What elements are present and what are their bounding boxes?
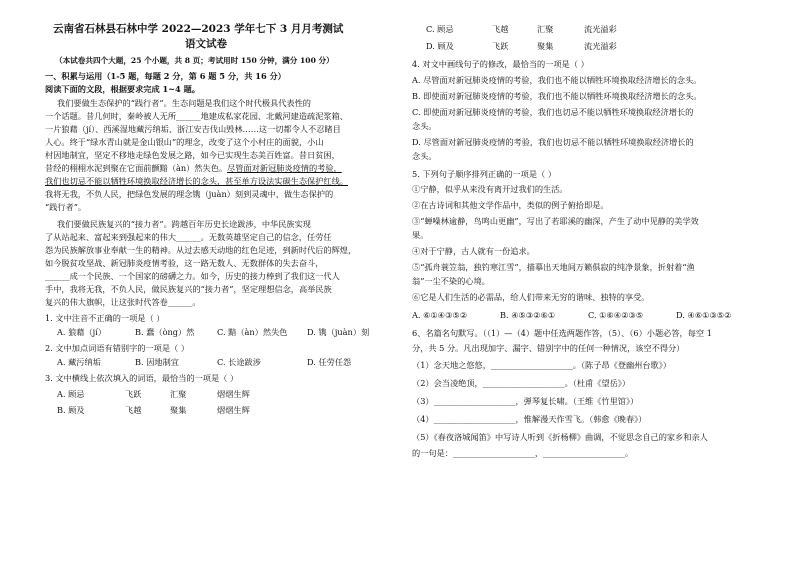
- q2-option-b: B. 因地制宜: [135, 357, 179, 367]
- q4-option-b: B. 即使面对新冠肺炎疫情的考验，我们也不能以牺牲环境换取经济增长的念头。: [412, 91, 702, 101]
- passage-line: 复兴的伟大旗帜，让这张时代答卷______。: [45, 297, 201, 307]
- question-3: 3. 文中横线上依次填入的词语，最恰当的一项是（ ）: [45, 373, 239, 383]
- q3-option-d-2: 飞跃: [492, 41, 509, 51]
- q5-option-c: C. ①⑥④②③⑤: [588, 310, 644, 320]
- passage-line: 我们也切忌不能以牺牲环境换取经济增长的念头，甚至单方设法实碳生态保护红线。: [45, 176, 348, 186]
- passage-line: 手中，我将无我，不负人民，做民族复兴的“接力者”，坚定理想信念，高举民族: [45, 284, 332, 294]
- passage-line: “践行者”。: [45, 202, 87, 212]
- question-5: 5. 下列句子顺序排列正确的一项是（ ）: [412, 169, 557, 179]
- q3-option-b-1: B. 顾及: [57, 405, 85, 415]
- question-4: 4. 对文中画线句子的修改，最恰当的一项是（ ）: [412, 59, 589, 69]
- passage-line: 一个话题。昔几何时，秦岭被人无所______地建成私家花园、北戴河建造疏泥浆箱、: [45, 111, 348, 121]
- question-6-cont: 分，共 5 分。凡出现加字、漏字、错别字中的任何一种情况，该空不得分）: [412, 343, 685, 353]
- q3-option-d-4: 流光溢彩: [584, 41, 617, 51]
- question-6: 6、名篇名句默写。（（1）—（4）题中任选两题作答，（5）、（6）小题必答，每空 1: [412, 328, 712, 338]
- passage-line: 我将无我，不负人民，把绿色发展的理念镌（juàn）刻到灵魂中，做生态保护的: [45, 189, 334, 199]
- q5-item: ②在古诗词和其他文学作品中，类似的例子俯拾即是。: [412, 200, 609, 210]
- instruction: 阅读下面的文段，根据要求完成 1~4 题。: [45, 84, 200, 94]
- passage-line: 我们要做民族复兴的“接力者”。跨越百年历史长途跋涉，中华民族实现: [57, 219, 311, 229]
- q6-item: （4）____________________，惟解漫天作雪飞。（韩愈《晚春》）: [412, 414, 647, 424]
- q4-option-c-cont: 念头。: [412, 121, 437, 131]
- passage-line: 人心。终于“绿水青山就是金山银山”的理念，改变了这个小村庄的面貌，小山: [45, 137, 324, 147]
- q3-option-a-1: A. 顾忌: [57, 389, 85, 399]
- q3-option-c-1: C. 顾忌: [426, 24, 454, 34]
- q6-item: （5）《春夜洛城闻笛》中写诗人听到《折杨柳》曲调，不觉思念自己的家乡和亲人: [412, 432, 708, 442]
- exam-meta: （本试卷共四个大题，25 个小题，共 8 页；考试用时 150 分钟，满分 100 分）: [55, 56, 334, 65]
- q4-option-c: C. 即使面对新冠肺炎疫情的考验，我们也切忌不能以牺牲环境换取经济增长的: [412, 107, 694, 117]
- q3-option-c-4: 流光溢彩: [584, 24, 617, 34]
- q1-option-a: A. 狼藉（jí）: [57, 327, 107, 337]
- q3-option-b-2: 飞越: [125, 405, 142, 415]
- q6-item-cont: 的一句是：____________________，____________________。: [412, 448, 634, 458]
- q4-option-d-cont: 念头。: [412, 151, 437, 161]
- passage-line: 一片狼藉（jí）、西溪湿地藏污纳垢、浙江安吉伐山毁林……这一切都令人不忍睹目: [45, 124, 341, 134]
- q1-option-b: B. 蠢（òng）然: [135, 327, 195, 337]
- q5-option-d: D. ④⑥①③⑤②: [676, 310, 732, 320]
- q3-option-a-2: 飞跃: [125, 389, 142, 399]
- q3-option-d-3: 聚集: [537, 41, 554, 51]
- q3-option-a-4: 熠熠生辉: [217, 389, 250, 399]
- passage-line: 村因地制宜，坚定不移地走绿色发展之路，如今已实现生态美百姓富。昔日贫困，: [45, 150, 340, 160]
- q5-item: ①宁静，似乎从来没有离开过我们的生活。: [412, 184, 568, 194]
- q2-option-c: C. 长途跋涉: [217, 357, 261, 367]
- q1-option-d: D. 镌（juàn）刻: [307, 327, 370, 337]
- q1-option-c: C. 黯（àn）然失色: [217, 327, 288, 337]
- q4-option-a: A. 尽管面对新冠肺炎疫情的考验，我们也不能以牺牲环境换取经济增长的念头。: [412, 75, 702, 85]
- exam-subtitle: 语文试卷: [185, 38, 227, 50]
- underlined-sentence: 尽管面对新冠肺炎疫情的考验，: [227, 163, 342, 173]
- q3-option-c-2: 飞越: [492, 24, 509, 34]
- passage-line: 怨为民族解放事业奉献一生的精神。从过去感天动地的红色足迹，到新时代后的辉煌，: [45, 245, 357, 255]
- section-heading: 一、积累与运用（1-5 题，每题 2 分，第 6 题 5 分，共 16 分）: [45, 71, 286, 81]
- q2-option-d: D. 任劳任怨: [307, 357, 352, 367]
- q5-option-a: A. ⑥①④③⑤②: [412, 310, 468, 320]
- q3-option-d-1: D. 顾及: [426, 41, 454, 51]
- q3-option-a-3: 汇聚: [170, 389, 187, 399]
- q6-item: （2）会当凌绝顶，____________________。（杜甫《望岳》）: [412, 378, 631, 388]
- q3-option-b-4: 熠熠生辉: [217, 405, 250, 415]
- q6-item: （3）____________________，弹琴复长啸。（王维《竹里馆》）: [412, 396, 639, 406]
- q5-item: ⑤“孤舟蓑笠翁，独钓寒江雪”，描摹出天地间万籁俱寂的纯净景象，折射着“渔: [412, 262, 695, 272]
- passage-line: 如今脱贫攻坚战、新冠肺炎疫情考验，这一路无数人、无数群体的失去奋斗，: [45, 258, 324, 268]
- q6-item: （1）念天地之悠悠，____________________。（陈子昂《登幽州台歌》）: [412, 360, 672, 370]
- q5-item: ④对于宁静，古人就有一份追求。: [412, 246, 535, 256]
- passage-line: 我们要做生态保护的“践行者”。生态问题是我们这个时代极具代表性的: [57, 98, 311, 108]
- exam-title: 云南省石林县石林中学 2022—2023 学年七下 3 月月考测试: [53, 23, 344, 35]
- question-2: 2. 文中加点词语有错别字的一项是（ ）: [45, 343, 190, 353]
- q5-item: 果。: [412, 230, 429, 240]
- passage-line: ______成一个民族、一个国家的磅礴之力。如今，历史的接力棒到了我们这一代人: [45, 271, 340, 281]
- passage-line: 昔经的栩栩水泥到聚在它面前颤黯（àn）然失色。尽管面对新冠肺炎疫情的考验，: [45, 163, 342, 173]
- question-1: 1. 文中注音不正确的一项是（ ）: [45, 313, 165, 323]
- q4-option-d: D. 尽管面对新冠肺炎疫情的考验，我们也切忌不能以牺牲环境换取经济增长的: [412, 137, 694, 147]
- passage-line: 了从站起来、富起来到强起来的伟大______。无数英雄坚定自己的信念，任劳任: [45, 232, 332, 242]
- q5-item: ③“蝉噪林逾静，鸟鸣山更幽”，写出了若耶溪的幽深，产生了动中见静的美学效: [412, 216, 699, 226]
- q5-option-b: B. ④⑤③②⑥①: [500, 310, 556, 320]
- q3-option-b-3: 聚集: [170, 405, 187, 415]
- q3-option-c-3: 汇聚: [537, 24, 554, 34]
- q2-option-a: A. 藏污纳垢: [57, 357, 101, 367]
- q5-item: ⑥它是人们生活的必需品，给人们带来无穷的谐味、独特的享受。: [412, 292, 650, 302]
- q5-item: 翁”一尘不染的心境。: [412, 276, 490, 286]
